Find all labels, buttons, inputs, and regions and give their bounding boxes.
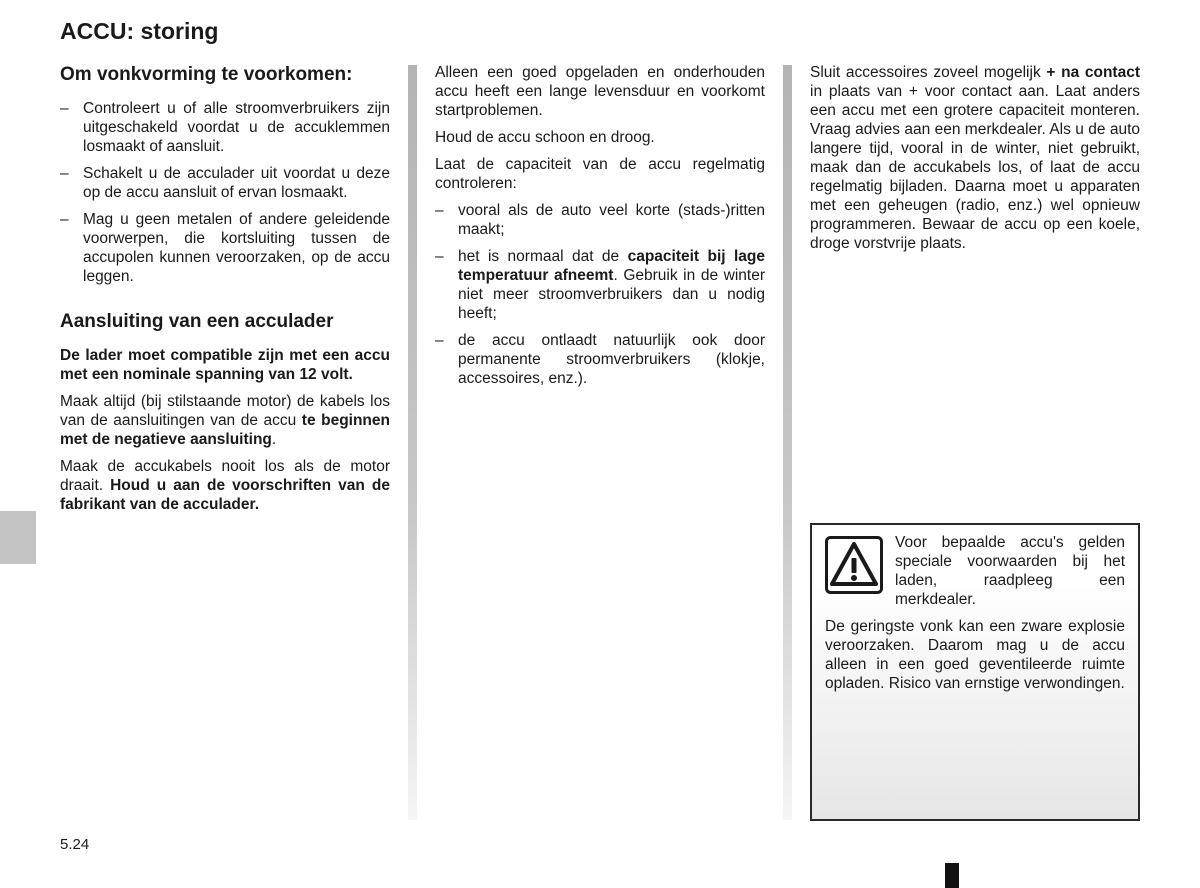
page-title: ACCU: storing [60,18,219,44]
list-dash: – [435,202,444,219]
engine-running-paragraph: Maak de accukabels nooit los als de motor draait. Houd u aan de voorschriften van de fabrikant van de acculader. [60,458,390,513]
list-item: – de accu ontlaadt natuurlijk ook door permanente stroomverbruikers (klokje, accessoires, enz.). [435,332,765,387]
warning-text-special-conditions: Voor bepaalde accu's gelden speciale voorwaarden bij het laden, raadpleeg een merkdealer. [895,534,1125,608]
page-corner-marker [945,863,959,888]
column-middle [435,63,765,396]
chapter-tab [0,511,36,564]
list-dash: – [60,211,69,228]
battery-life-paragraph: Alleen een goed opgeladen en onderhouden accu heeft een lange levensduur en voorkomt startproblemen. [435,64,765,119]
warning-header [825,533,1125,609]
list-item: – Schakelt u de acculader uit voordat u deze op de accu aansluit of ervan losmaakt. [60,165,390,201]
warning-triangle-icon [825,536,883,594]
warning-text-explosion: De geringste vonk kan een zware explosie veroorzaken. Daarom mag u de accu alleen in een goed geventileerde ruimte opladen. Risico van ernstige verwondingen. [825,618,1125,692]
heading-spark-prevention: Om vonkvorming te voorkomen: [60,64,353,85]
list-dash: – [435,248,444,265]
column-left [60,63,390,522]
list-item: – Mag u geen metalen of andere geleidende voorwerpen, die kortsluiting tussen de accupolen kunnen veroorzaken, op de accu leggen. [60,211,390,285]
keep-clean-paragraph: Houd de accu schoon en droog. [435,129,655,146]
capacity-list [435,201,765,388]
check-capacity-paragraph: Laat de capaciteit van de accu regelmatig controleren: [435,156,765,192]
charger-compat-paragraph: De lader moet compatible zijn met een accu met een nominale spanning van 12 volt. [60,347,390,383]
disconnect-paragraph: Maak altijd (bij stilstaande motor) de kabels los van de aansluitingen van de accu te beginnen met de negatieve aansluiting. [60,393,390,448]
heading-charger-connection: Aansluiting van een acculader [60,311,334,332]
list-item: – vooral als de auto veel korte (stads-)ritten maakt; [435,202,765,238]
column-divider [408,65,417,820]
list-dash: – [435,332,444,349]
list-dash: – [60,100,69,117]
accessories-paragraph: Sluit accessoires zoveel mogelijk + na contact in plaats van + voor contact aan. Laat anders een accu met een grotere capaciteit monteren. Vraag advies aan een merkdealer. Als u de auto langere tijd, vooral in de winter, niet gebruikt, maak dan de accukabels los, of laat de accu regelmatig bijladen. Daarna moet u apparaten met een geheugen (radio, enz.) wel opnieuw programmeren. Bewaar de accu op een koele, droge vorstvrije plaats. [810,64,1140,252]
spark-prevention-list [60,99,390,286]
warning-box [810,523,1140,821]
column-right [810,63,1140,261]
column-divider [783,65,792,820]
list-item: – Controleert u of alle stroomverbruikers zijn uitgeschakeld voordat u de accuklemmen losmaakt of aansluit. [60,100,390,155]
list-item: – het is normaal dat de capaciteit bij lage temperatuur afneemt. Gebruik in de winter niet meer stroomverbruikers dan u nodig heeft; [435,248,765,322]
list-dash: – [60,165,69,182]
page-number: 5.24 [60,836,90,853]
